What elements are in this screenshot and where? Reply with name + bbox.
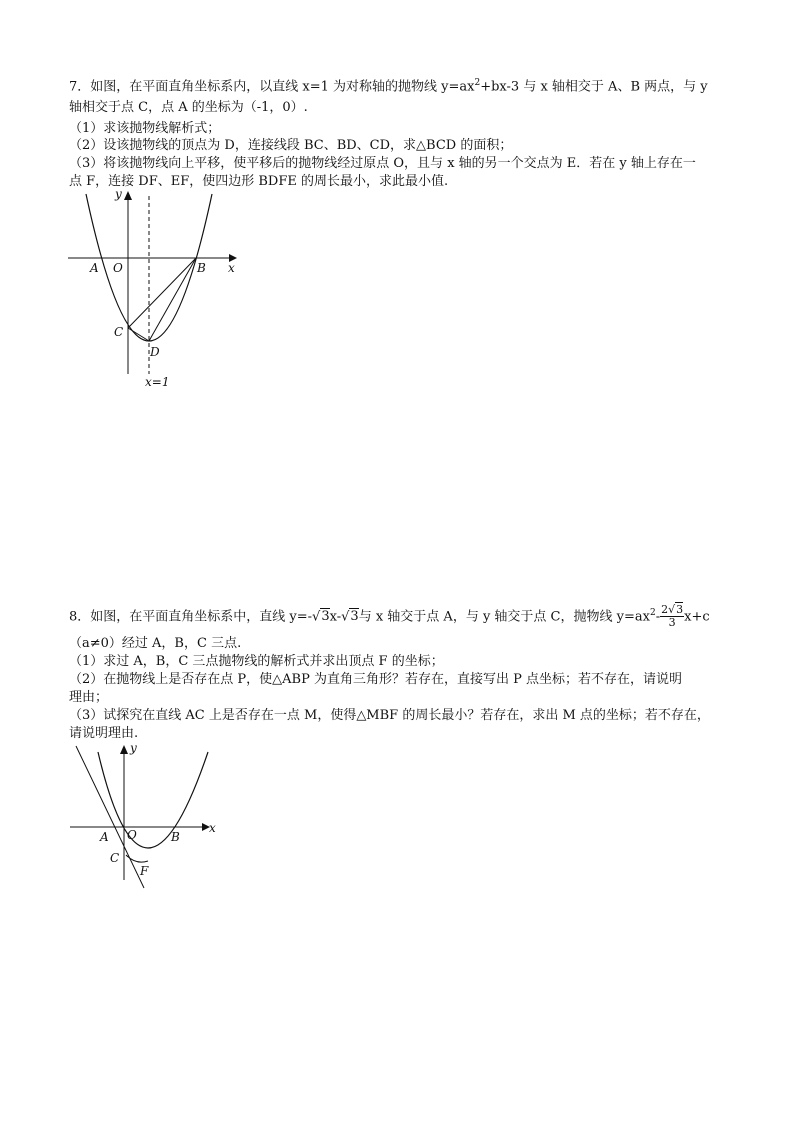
q8-fraction-num: 2√3 [661,603,684,617]
q8-label-x: x [209,821,216,835]
q8-part3-line1: （3）试探究在直线 AC 上是否存在一点 M，使得△MBF 的周长最小？若存在，求出 M 点的坐标；若不存在， [69,708,710,723]
q8-part2-line1: （2）在抛物线上是否存在点 P，使△ABP 为直角三角形？若存在，直接写出 P 点坐标；若不存在，请说明 [69,672,682,687]
q8-stem-line1 [69,604,710,629]
q8-label-f: F [140,864,149,878]
q7-part2: （2）设该抛物线的顶点为 D，连接线段 BC、BD、CD，求△BCD 的面积； [69,138,513,153]
q7-label-x: x [228,261,235,275]
q8-sqrt-1-radicand: 3 [321,609,330,625]
q8-stem-line2: （a≠0）经过 A，B，C 三点. [69,636,242,651]
q8-part3-line2: 请说明理由. [69,726,139,741]
q7-exponent: 2 [474,78,481,88]
q8-frac-num-radicand: 3 [676,603,684,617]
q8-y-arrow-icon [120,745,128,754]
q8-minus: - [655,609,661,625]
q8-fraction [660,604,684,629]
q8-label-y: y [130,741,137,755]
q7-label-c: C [114,325,124,339]
q8-stem-text-a: 8．如图，在平面直角坐标系中，直线 y=- [69,609,313,625]
q7-label-axis: x=1 [145,375,170,389]
q7-stem-text-b: +bx-3 与 x 轴相交于 A、B 两点，与 y [480,79,708,95]
q8-stem-text-b: x- [329,609,342,625]
q7-part3-line1: （3）将该抛物线向上平移，使平移后的抛物线经过原点 O，且与 x 轴的另一个交点为 E．若在 y 轴上存在一 [69,156,696,171]
q8-label-b: B [171,830,180,844]
q7-label-a: A [90,261,99,275]
q7-part3-line2: 点 F，连接 DF、EF，使四边形 BDFE 的周长最小，求此最小值. [69,174,449,189]
q7-stem-line2: 轴相交于点 C，点 A 的坐标为（-1，0）. [69,100,308,115]
q8-part2-line2: 理由； [69,690,109,705]
q8-parabola [98,752,208,848]
q7-part1: （1）求该抛物线解析式； [69,121,221,136]
q7-figure [60,188,250,393]
q8-sqrt-2-radicand: 3 [350,609,359,625]
q8-stem-text-d: x+c [684,609,710,625]
q7-label-b: B [197,261,206,275]
q8-sqrt-2: √3 [341,609,359,625]
q7-segment-cd [128,328,149,341]
q8-label-c: C [110,851,120,865]
q7-stem-text-a: 7．如图，在平面直角坐标系内，以直线 x=1 为对称轴的抛物线 y=ax [69,79,475,95]
q8-stem-text-c: 与 x 轴交于点 A，与 y 轴交于点 C，抛物线 y=ax [358,609,650,625]
q7-stem-line1 [69,74,708,96]
q8-fraction-den: 3 [668,616,676,630]
q8-frac-num-coef: 2 [661,603,669,617]
q8-figure [62,740,222,890]
q7-y-arrow-icon [124,191,132,200]
q8-line-ac [76,746,144,888]
q7-label-o: O [113,261,123,275]
q8-vertex-arrow [126,855,148,862]
q8-label-o: O [127,828,137,842]
q8-sqrt-1: √3 [312,609,330,625]
q8-label-a: A [100,830,109,844]
q7-label-y: y [115,188,122,201]
q8-exponent: 2 [649,608,656,618]
q7-label-d: D [150,345,160,359]
q8-part1: （1）求过 A，B，C 三点抛物线的解析式并求出顶点 F 的坐标； [69,654,444,669]
